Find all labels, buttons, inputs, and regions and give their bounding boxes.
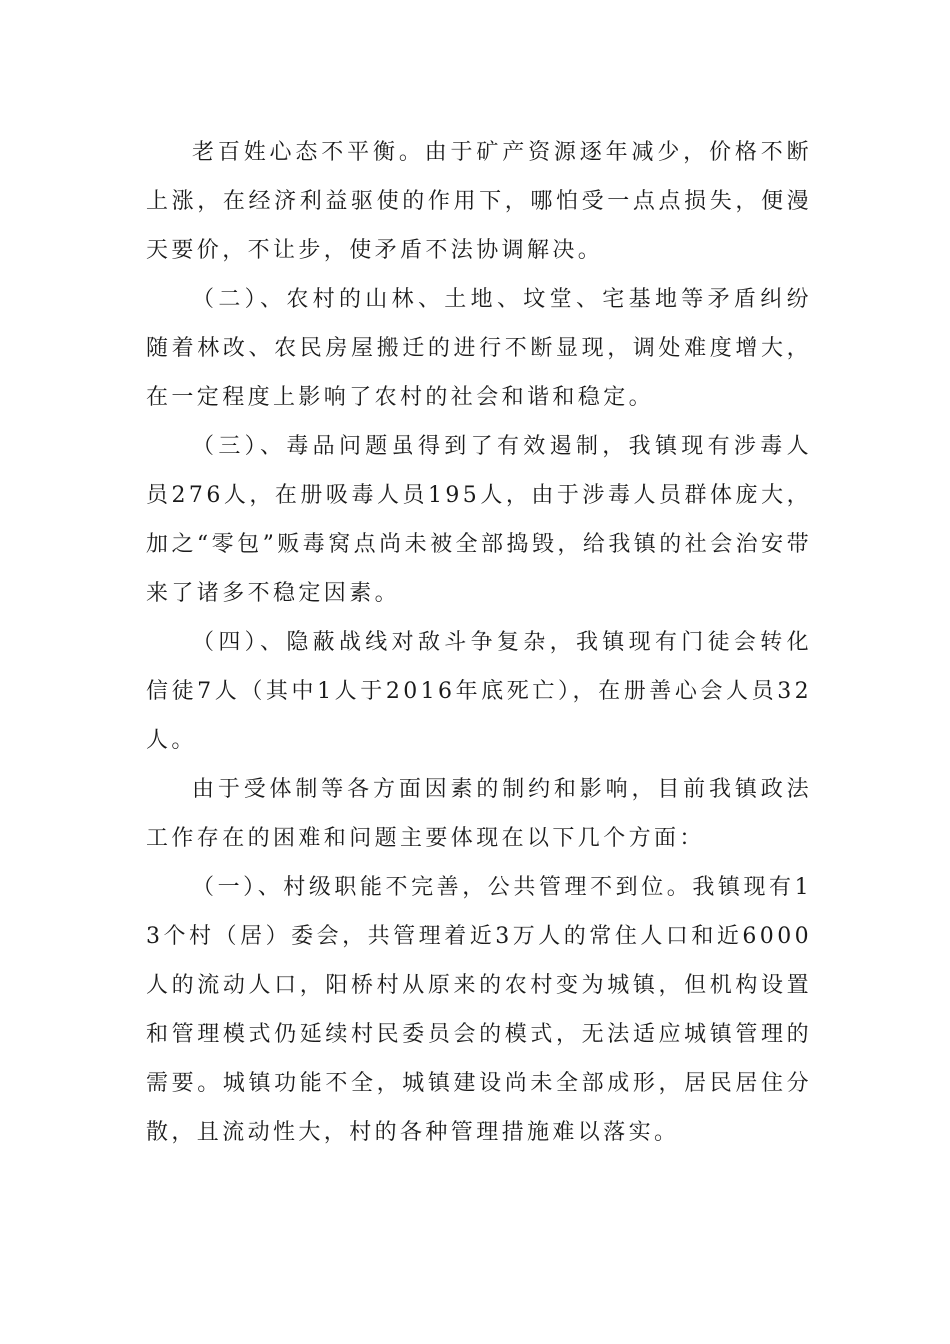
document-body (146, 128, 812, 1157)
paragraph-3: （三）、毒品问题虽得到了有效遏制，我镇现有涉毒人员276人，在册吸毒人员195人，由于涉毒人员群体庞大，加之“零包”贩毒窝点尚未被全部捣毁，给我镇的社会治安带来了诸多不稳定因素。 (146, 434, 812, 606)
paragraph-2: （二）、农村的山林、土地、坟堂、宅基地等矛盾纠纷随着林改、农民房屋搬迁的进行不断显现，调处难度增大，在一定程度上影响了农村的社会和谐和稳定。 (146, 287, 812, 410)
paragraph-5: 由于受体制等各方面因素的制约和影响，目前我镇政法工作存在的困难和问题主要体现在以下几个方面： (146, 777, 812, 851)
paragraph-4: （四）、隐蔽战线对敌斗争复杂，我镇现有门徒会转化信徒7人（其中1人于2016年底死亡），在册善心会人员32人。 (146, 630, 812, 753)
paragraph-1: 老百姓心态不平衡。由于矿产资源逐年减少，价格不断上涨，在经济利益驱使的作用下，哪怕受一点点损失，便漫天要价，不让步，使矛盾不法协调解决。 (146, 140, 812, 263)
paragraph-6: （一）、村级职能不完善，公共管理不到位。我镇现有13个村（居）委会，共管理着近3万人的常住人口和近6000人的流动人口，阳桥村从原来的农村变为城镇，但机构设置和管理模式仍延续村民委员会的模式，无法适应城镇管理的需要。城镇功能不全，城镇建设尚未全部成形，居民居住分散，且流动性大，村的各种管理措施难以落实。 (146, 875, 812, 1145)
